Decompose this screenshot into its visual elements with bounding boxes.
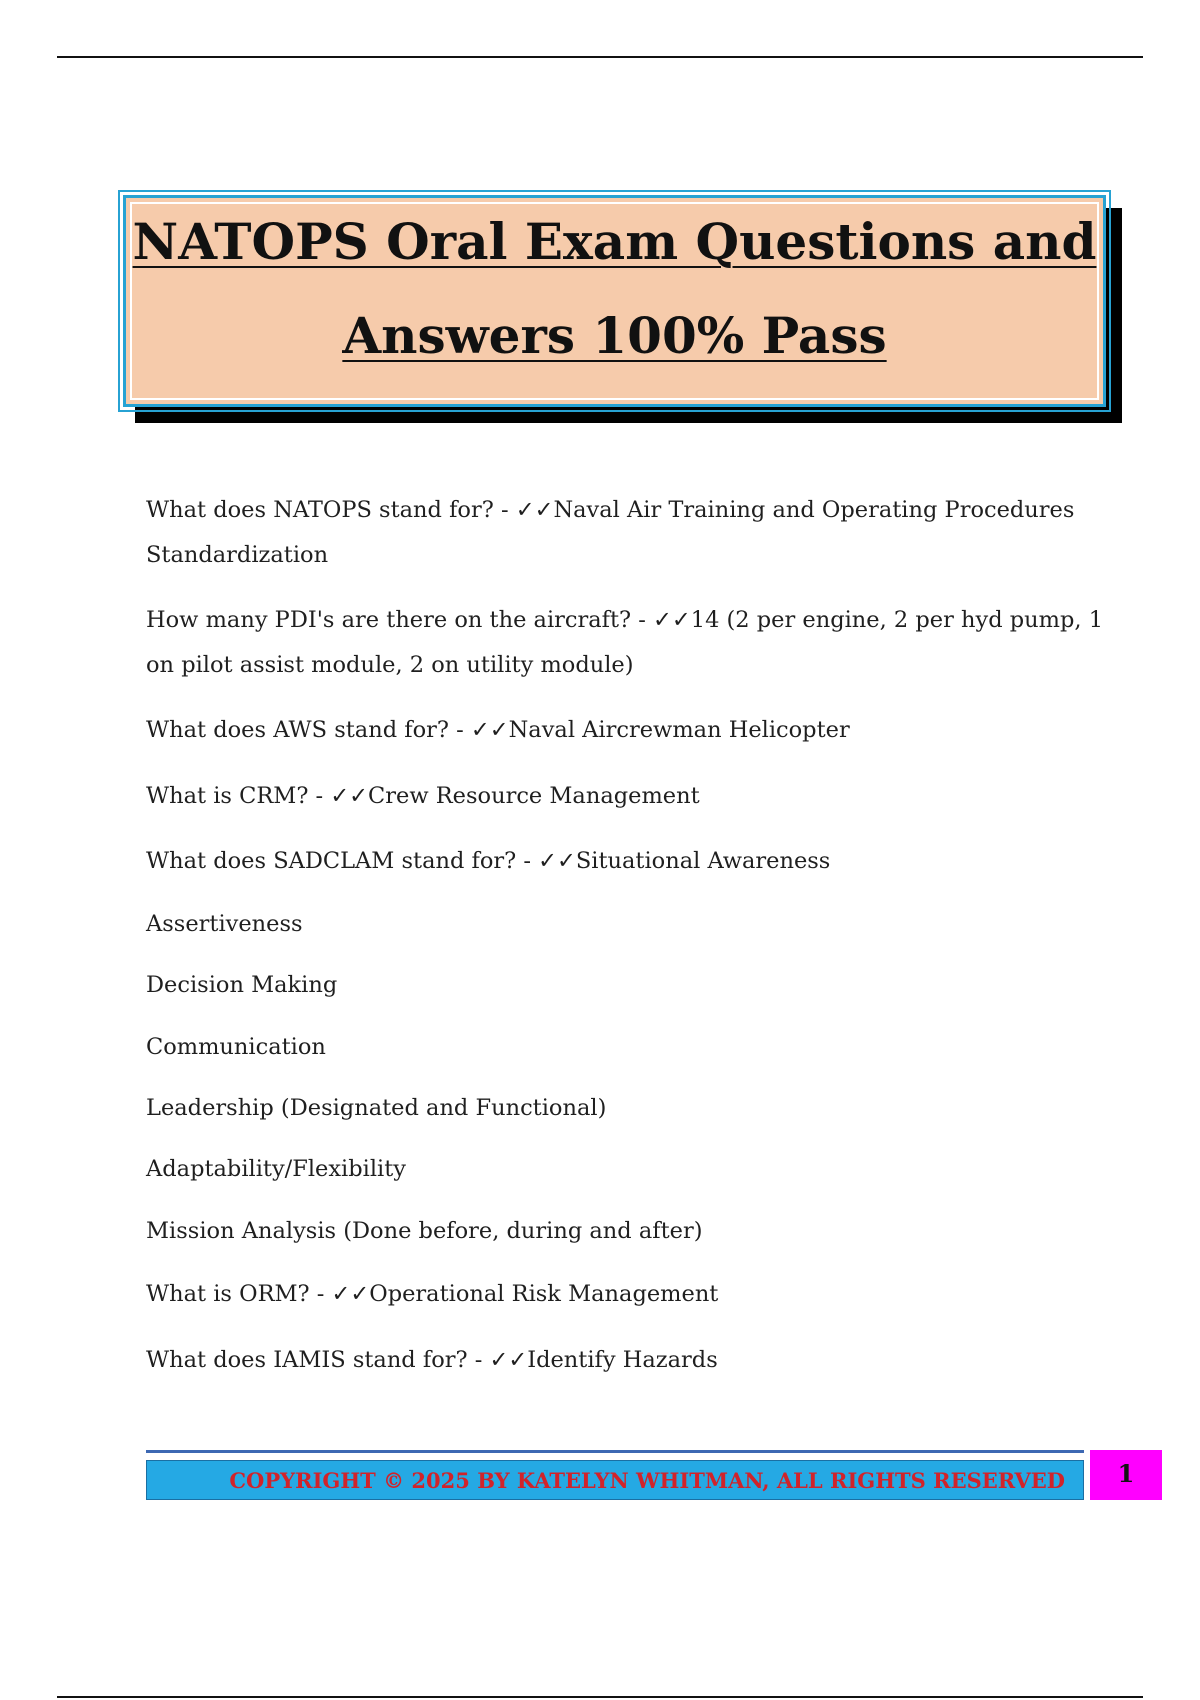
- question-text: What is CRM?: [146, 783, 309, 809]
- answer-line: Assertiveness: [146, 911, 303, 937]
- footer-rule: [146, 1450, 1084, 1453]
- double-check-icon: ✓✓: [538, 848, 576, 874]
- qa-item: What does SADCLAM stand for? - ✓✓Situational Awareness: [146, 848, 831, 874]
- answer-line: Communication: [146, 1034, 326, 1060]
- question-text: What does AWS stand for?: [146, 717, 449, 743]
- question-text: How many PDI's are there on the aircraft?: [146, 607, 632, 633]
- answer-line: Mission Analysis (Done before, during and after): [146, 1218, 703, 1244]
- qa-item: How many PDI's are there on the aircraft? - ✓✓14 (2 per engine, 2 per hyd pump, 1 on pilot assist module, 2 on utility module): [146, 607, 1104, 678]
- answer-text: Identify Hazards: [527, 1347, 718, 1373]
- qa-item: What is ORM? - ✓✓Operational Risk Management: [146, 1281, 719, 1307]
- qa-item: What is CRM? - ✓✓Crew Resource Management: [146, 783, 700, 809]
- answer-line: Decision Making: [146, 972, 338, 998]
- qa-item: What does AWS stand for? - ✓✓Naval Aircrewman Helicopter: [146, 717, 850, 743]
- footer-bar: [146, 1460, 1084, 1500]
- answer-text: 14 (2 per engine, 2 per hyd pump, 1 on pilot assist module, 2 on utility module): [146, 607, 1104, 678]
- page-number-badge: 1: [1090, 1450, 1162, 1500]
- document-title-line-1: NATOPS Oral Exam Questions and: [132, 212, 1097, 271]
- question-text: What is ORM?: [146, 1281, 310, 1307]
- question-text: What does SADCLAM stand for?: [146, 848, 517, 874]
- answer-text: Naval Air Training and Operating Procedures Standardization: [146, 497, 1075, 568]
- answer-text: Naval Aircrewman Helicopter: [508, 717, 850, 743]
- question-text: What does IAMIS stand for?: [146, 1347, 468, 1373]
- top-rule: [57, 56, 1143, 58]
- double-check-icon: ✓✓: [330, 783, 369, 809]
- title-box: [123, 195, 1106, 407]
- double-check-icon: ✓✓: [470, 717, 509, 743]
- qa-item: What does NATOPS stand for? - ✓✓Naval Air Training and Operating Procedures Standardization: [146, 497, 1075, 568]
- bottom-rule: [57, 1696, 1143, 1698]
- answer-line: Adaptability/Flexibility: [146, 1156, 407, 1182]
- qa-item: What does IAMIS stand for? - ✓✓Identify Hazards: [146, 1347, 718, 1373]
- document-title-line-2: Answers 100% Pass: [342, 306, 887, 365]
- copyright-text: COPYRIGHT © 2025 BY KATELYN WHITMAN, ALL RIGHTS RESERVED: [229, 1468, 1065, 1493]
- answer-line: Leadership (Designated and Functional): [146, 1095, 607, 1121]
- answer-text: Operational Risk Management: [369, 1281, 719, 1307]
- question-text: What does NATOPS stand for?: [146, 497, 494, 523]
- answer-text: Crew Resource Management: [368, 783, 700, 809]
- double-check-icon: ✓✓: [331, 1281, 370, 1307]
- answer-text: Situational Awareness: [575, 848, 831, 874]
- double-check-icon: ✓✓: [653, 607, 691, 633]
- double-check-icon: ✓✓: [489, 1347, 528, 1373]
- double-check-icon: ✓✓: [515, 497, 554, 523]
